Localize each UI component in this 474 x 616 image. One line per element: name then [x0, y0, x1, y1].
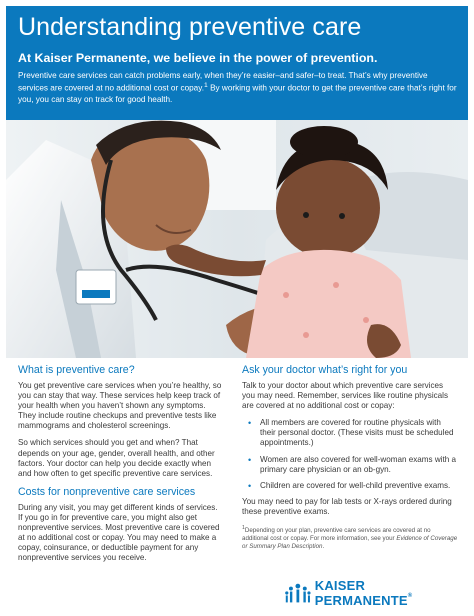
- list-item: • Women are also covered for well-woman exams with a primary care physician or an ob-gyn.: [248, 454, 456, 474]
- header-band: [6, 6, 468, 120]
- ask-doctor-paragraph: Talk to your doctor about which preventive care services you may need. Remember, services like routine physicals are covered at no additional cost or copay:: [242, 381, 449, 411]
- section-heading-ask-doctor: Ask your doctor what’s right for you: [242, 364, 408, 376]
- right-column: [242, 364, 458, 558]
- bullet-icon: •: [248, 454, 252, 465]
- list-item: • All members are covered for routine physicals with their personal doctor. (These visits must be scheduled appointments.): [248, 418, 454, 448]
- costs-paragraph: During any visit, you may get different kinds of services. If you go in for preventive care, you might also get nonpreventive services. Most preventive care is covered at no additional cost or copay. You may need to make a copay, coinsurance, or deductible payment for any nonpreventive services you receive.: [18, 502, 220, 563]
- preventive-paragraph-2: So which services should you get and when? That depends on your age, gender, overall health, and other factors. Your doctor can help you decide exactly when and how often to get specific preventive care services.: [18, 438, 215, 478]
- intro-paragraph: Preventive care services can catch problems early, when they’re easier–and safer–to treat. That’s why preventive services are covered at no additional cost or copay.$^1$ By working with your doctor to get the preventive care that’s right for you, you can stay on track for good health.: [18, 71, 457, 104]
- bullet-icon: •: [248, 418, 252, 429]
- flyer-page: [6, 6, 468, 610]
- kaiser-permanente-logo: [285, 580, 465, 606]
- kaiser-permanente-logo-icon: [285, 582, 311, 604]
- preventive-paragraph-1: You get preventive care services when you’re healthy, so you can stay that way. These services help keep track of your health when you haven’t shown any symptoms. They include routine checkups and preventive tests like mammograms and cholesterol screenings.: [18, 381, 222, 431]
- page-subtitle: At Kaiser Permanente, we believe in the power of prevention.: [18, 51, 378, 65]
- registered-mark: ®: [407, 593, 413, 599]
- footnote: $^1$Depending on your plan, preventive care services are covered at no additional cost or copay. For more information, see your Evidence of Coverage or Summary Plan Description.: [242, 525, 458, 551]
- section-heading-preventive: What is preventive care?: [18, 364, 135, 376]
- logo-wordmark: KAISER PERMANENTE: [314, 578, 408, 608]
- doctor-child-photo: [6, 120, 468, 358]
- section-heading-costs: Costs for nonpreventive care services: [18, 485, 196, 498]
- coverage-list: [242, 418, 458, 491]
- lab-tests-paragraph: You may need to pay for lab tests or X-rays ordered during these preventive exams.: [242, 496, 452, 516]
- list-item: • Children are covered for well-child preventive exams.: [248, 480, 451, 491]
- left-column: [18, 364, 223, 570]
- bullet-icon: •: [248, 480, 252, 491]
- page-title: Understanding preventive care: [18, 13, 362, 41]
